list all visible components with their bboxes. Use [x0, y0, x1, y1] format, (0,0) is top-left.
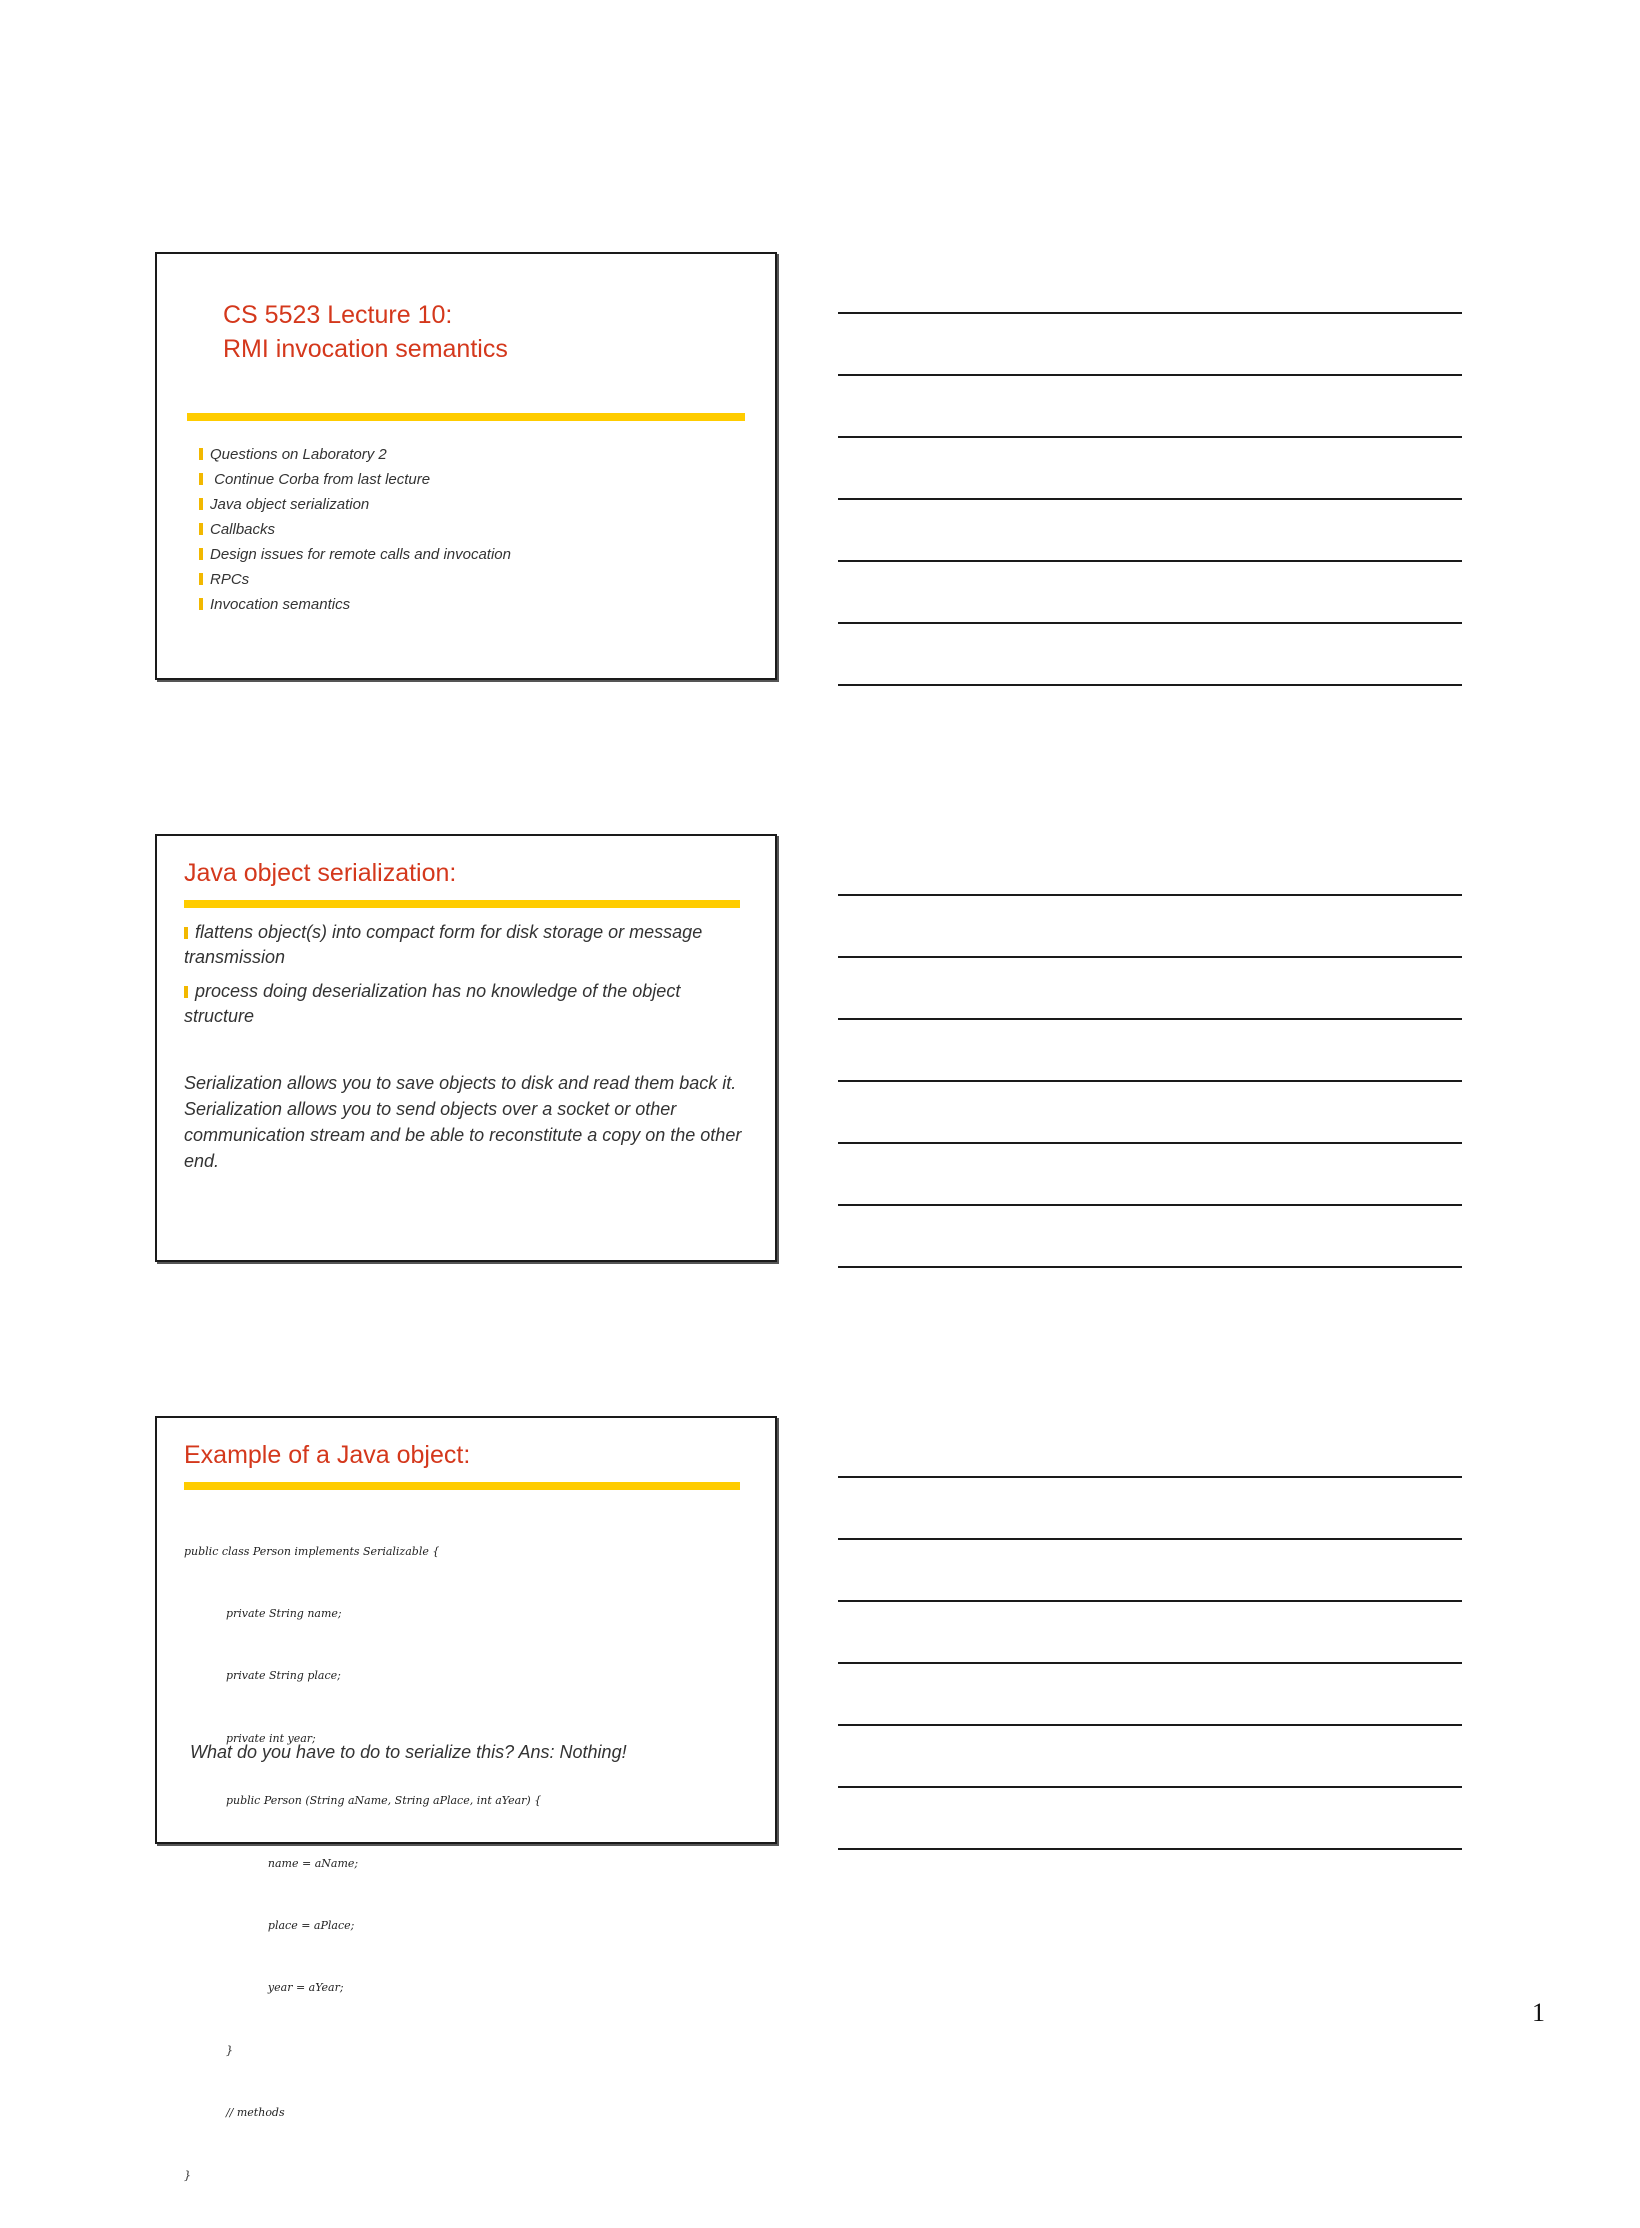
- list-item: [199, 442, 511, 467]
- bullet-icon: [184, 986, 188, 998]
- bullet-icon: [199, 598, 203, 610]
- slide-1: [155, 252, 777, 680]
- note-line: [838, 1786, 1462, 1788]
- note-line: [838, 1204, 1462, 1206]
- note-line: [838, 436, 1462, 438]
- slide-3-title-bar: [184, 1482, 740, 1490]
- code-line: private String place;: [184, 1669, 341, 1683]
- bullet-text: Java object serialization: [210, 496, 370, 513]
- note-line: [838, 498, 1462, 500]
- bullet-icon: [184, 927, 188, 939]
- code-line: private int year;: [184, 1731, 316, 1745]
- code-line: private String name;: [184, 1606, 342, 1620]
- bullet-icon: [199, 498, 203, 510]
- note-line: [838, 1538, 1462, 1540]
- bullet-icon: [199, 448, 203, 460]
- slide-2: [155, 834, 777, 1262]
- note-line: [838, 1724, 1462, 1726]
- note-line: [838, 956, 1462, 958]
- note-line: [838, 1142, 1462, 1144]
- code-line: }: [184, 2168, 191, 2182]
- note-line: [838, 312, 1462, 314]
- note-line: [838, 1662, 1462, 1664]
- list-item: [199, 592, 511, 617]
- slide-2-title: Java object serialization:: [184, 859, 457, 887]
- code-block: [184, 1500, 541, 2228]
- slide-2-title-bar: [184, 900, 740, 908]
- bullet-icon: [199, 548, 203, 560]
- bullet-text: flattens object(s) into compact form for disk storage or message transmission: [184, 922, 703, 967]
- bullet-text: process doing deserialization has no knowledge of the object structure: [184, 981, 681, 1026]
- note-line: [838, 894, 1462, 896]
- note-line: [838, 374, 1462, 376]
- slide-3-title: Example of a Java object:: [184, 1441, 471, 1469]
- bullet-text: Callbacks: [210, 521, 276, 538]
- code-line: public Person (String aName, String aPlace, int aYear) {: [184, 1794, 542, 1808]
- slide-2-paragraph: Serialization allows you to save objects to disk and read them back it. Serialization allows you to send objects over a socket or other communication stream and be able to reconstitute a copy on the other end.: [184, 1073, 742, 1171]
- bullet-text: Questions on Laboratory 2: [210, 446, 387, 463]
- slide-1-title-line-1: CS 5523 Lecture 10:: [223, 301, 453, 329]
- code-line: public class Person implements Serializable {: [184, 1544, 440, 1558]
- slide-1-title-line-2: RMI invocation semantics: [223, 335, 508, 363]
- list-item: [184, 979, 754, 1029]
- bullet-icon: [199, 523, 203, 535]
- note-line: [838, 1266, 1462, 1268]
- note-line: [838, 1018, 1462, 1020]
- bullet-text: Design issues for remote calls and invocation: [210, 546, 511, 563]
- note-line: [838, 1600, 1462, 1602]
- bullet-text: RPCs: [210, 571, 250, 588]
- slide-3-question: What do you have to do to serialize this? Ans: Nothing!: [190, 1742, 627, 1762]
- list-item: [199, 542, 511, 567]
- bullet-text: Invocation semantics: [210, 596, 351, 613]
- slide-1-title: [223, 298, 508, 366]
- code-line: year = aYear;: [184, 1981, 344, 1995]
- page-number: 1: [1532, 1998, 1545, 2027]
- note-line: [838, 622, 1462, 624]
- list-item: [199, 492, 511, 517]
- slide-3: [155, 1416, 777, 2182]
- list-item: [199, 467, 511, 492]
- list-item: [184, 920, 754, 970]
- note-line: [838, 684, 1462, 686]
- bullet-icon: [199, 573, 203, 585]
- list-item: [199, 567, 511, 592]
- code-line: name = aName;: [184, 1856, 359, 1870]
- note-line: [838, 1080, 1462, 1082]
- note-line: [838, 560, 1462, 562]
- code-line: // methods: [184, 2106, 285, 2120]
- code-line: }: [184, 2043, 233, 2057]
- list-item: [199, 517, 511, 542]
- note-line: [838, 1848, 1462, 1850]
- slide-2-bullet-list: [184, 920, 754, 1038]
- bullet-text: Continue Corba from last lecture: [210, 471, 431, 488]
- slide-1-title-bar: [187, 413, 745, 421]
- bullet-icon: [199, 473, 203, 485]
- note-line: [838, 1476, 1462, 1478]
- slide-1-bullet-list: [199, 442, 511, 617]
- code-line: place = aPlace;: [184, 1918, 355, 1932]
